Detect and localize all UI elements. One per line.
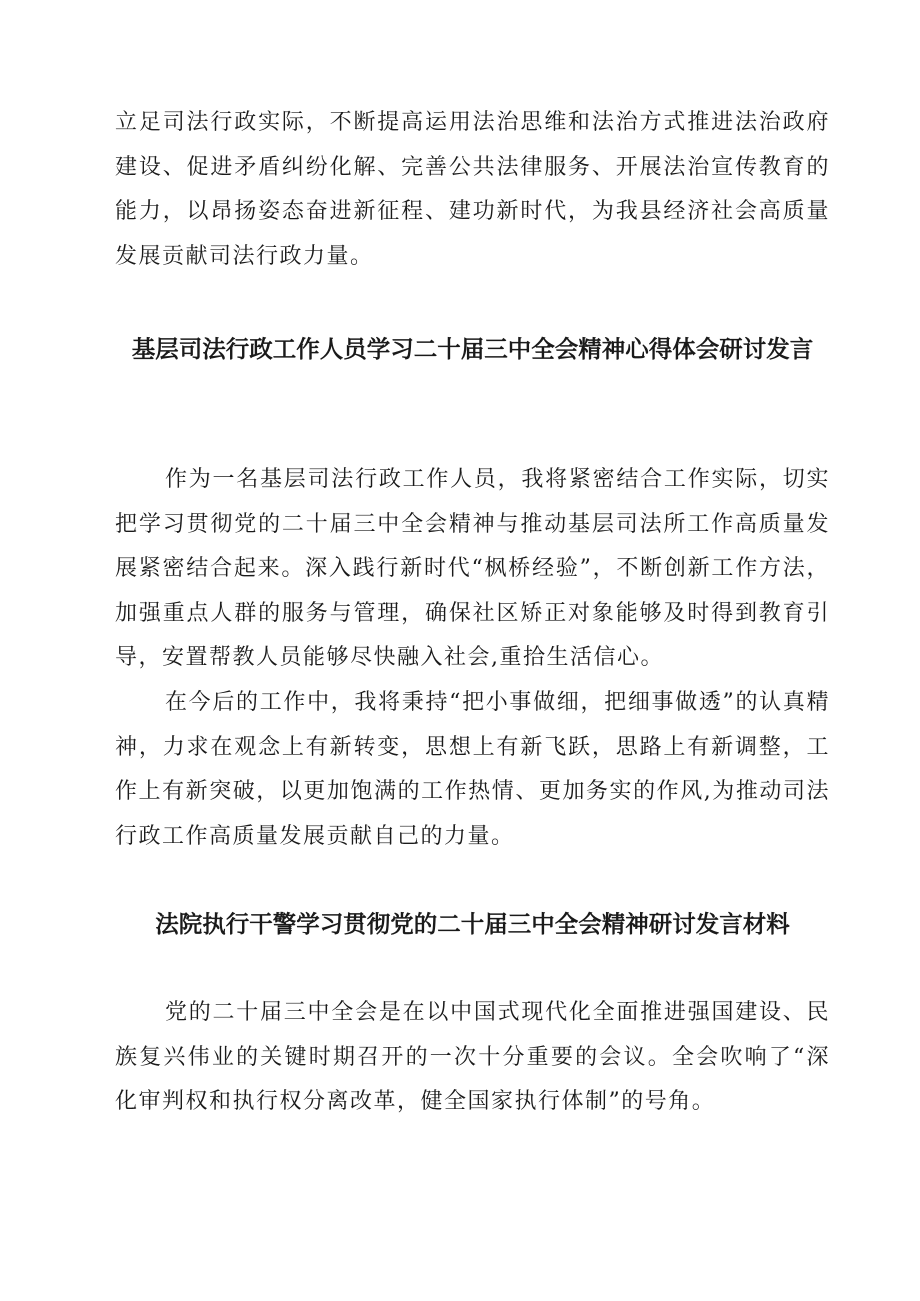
section1-paragraph-2: 在今后的工作中，我将秉持“把小事做细，把细事做透”的认真精神，力求在观念上有新转变，思想上有新飞跃，思路上有新调整，工作上有新突破，以更加饱满的工作热情、更加务实的作风,为推动司法行政工作高质量发展贡献自己的力量。 — [115, 690, 830, 849]
section2-title: 法院执行干警学习贯彻党的二十届三中全会精神研讨发言材料 — [155, 910, 790, 938]
section2-paragraph-1: 党的二十届三中全会是在以中国式现代化全面推进强国建设、民族复兴伟业的关键时期召开的一次十分重要的会议。全会吹响了“深化审判权和执行权分离改革，健全国家执行体制”的号角。 — [115, 1000, 830, 1114]
section1-title: 基层司法行政工作人员学习二十届三中全会精神心得体会研讨发言 — [131, 335, 814, 363]
section1-paragraph-1: 作为一名基层司法行政工作人员，我将紧密结合工作实际，切实把学习贯彻党的二十届三中全会精神与推动基层司法所工作高质量发展紧密结合起来。深入践行新时代“枫桥经验”，不断创新工作方法，加强重点人群的服务与管理，确保社区矫正对象能够及时得到教育引导，安置帮教人员能够尽快融入社会,重拾生活信心。 — [115, 467, 830, 670]
intro-paragraph: 立足司法行政实际，不断提高运用法治思维和法治方式推进法治政府建设、促进矛盾纠纷化解、完善公共法律服务、开展法治宣传教育的能力，以昂扬姿态奋进新征程、建功新时代，为我县经济社会高质量发展贡献司法行政力量。 — [115, 110, 830, 269]
